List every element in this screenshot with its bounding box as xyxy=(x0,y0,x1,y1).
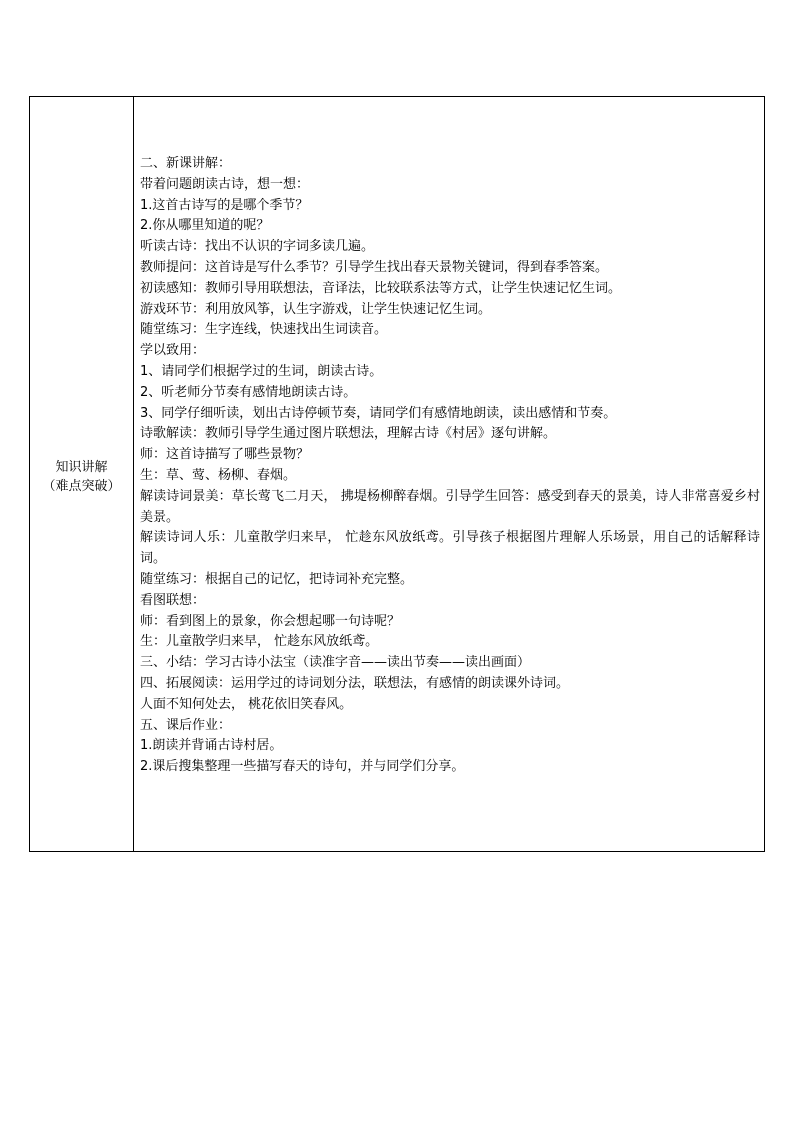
content-line: 生：儿童散学归来早， 忙趁东风放纸鸢。 xyxy=(140,634,379,650)
section-content-cell xyxy=(134,97,764,851)
content-line: 四、拓展阅读：运用学过的诗词划分法，联想法，有感情的朗读课外诗词。 xyxy=(140,675,570,691)
content-line: 三、小结：学习古诗小法宝（读准字音——读出节奏——读出画面） xyxy=(140,655,531,671)
content-line: 教师提问：这首诗是写什么季节？引导学生找出春天景物关键词，得到春季答案。 xyxy=(140,259,609,275)
content-line: 师：这首诗描写了哪些景物？ xyxy=(140,447,310,463)
content-line: 诗歌解读：教师引导学生通过图片联想法，理解古诗《村居》逐句讲解。 xyxy=(140,426,557,442)
content-line: 带着问题朗读古诗，想一想： xyxy=(140,176,310,192)
content-line: 游戏环节：利用放风筝，认生字游戏，让学生快速记忆生词。 xyxy=(140,301,492,317)
section-label-line1: 知识讲解 xyxy=(55,460,108,475)
content-line: 五、课后作业： xyxy=(140,717,232,733)
content-line: 1.这首古诗写的是哪个季节？ xyxy=(140,197,309,213)
content-line: 2、听老师分节奏有感情地朗读古诗。 xyxy=(140,384,357,400)
content-line: 解读诗词景美：草长莺飞二月天， 拂堤杨柳醉春烟。引导学生回答：感受到春天的景美，诗人非常喜爱乡村美景。 xyxy=(140,488,760,525)
section-label-line2: （难点突破） xyxy=(42,479,121,494)
content-line: 3、同学仔细听读，划出古诗停顿节奏，请同学们有感情地朗读，读出感情和节奏。 xyxy=(140,405,617,421)
content-line: 学以致用： xyxy=(140,343,206,359)
content-line: 2.你从哪里知道的呢？ xyxy=(140,218,270,234)
content-line: 师：看到图上的景象，你会想起哪一句诗呢？ xyxy=(140,613,401,629)
content-line: 人面不知何处去， 桃花依旧笑春风。 xyxy=(140,696,353,712)
content-line: 听读古诗：找出不认识的字词多读几遍。 xyxy=(140,239,375,255)
lesson-plan-table xyxy=(29,96,765,852)
content-line: 1、请同学们根据学过的生词，朗读古诗。 xyxy=(140,363,383,379)
content-line: 看图联想： xyxy=(140,592,206,608)
content-line: 随堂练习：生字连线，快速找出生词读音。 xyxy=(140,322,388,338)
content-line: 初读感知：教师引导用联想法，音译法，比较联系法等方式，让学生快速记忆生词。 xyxy=(140,280,622,296)
content-line: 随堂练习：根据自己的记忆，把诗词补充完整。 xyxy=(140,571,414,587)
content-line: 二、新课讲解： xyxy=(140,156,232,171)
content-line: 2.课后搜集整理一些描写春天的诗句，并与同学们分享。 xyxy=(140,759,465,775)
content-line: 解读诗词人乐：儿童散学归来早， 忙趁东风放纸鸢。引导孩子根据图片理解人乐场景，用自己的话解释诗词。 xyxy=(140,530,760,567)
content-line: 生：草、莺、杨柳、春烟。 xyxy=(140,467,297,483)
section-label-cell xyxy=(30,97,134,851)
content-line: 1.朗读并背诵古诗村居。 xyxy=(140,738,283,754)
